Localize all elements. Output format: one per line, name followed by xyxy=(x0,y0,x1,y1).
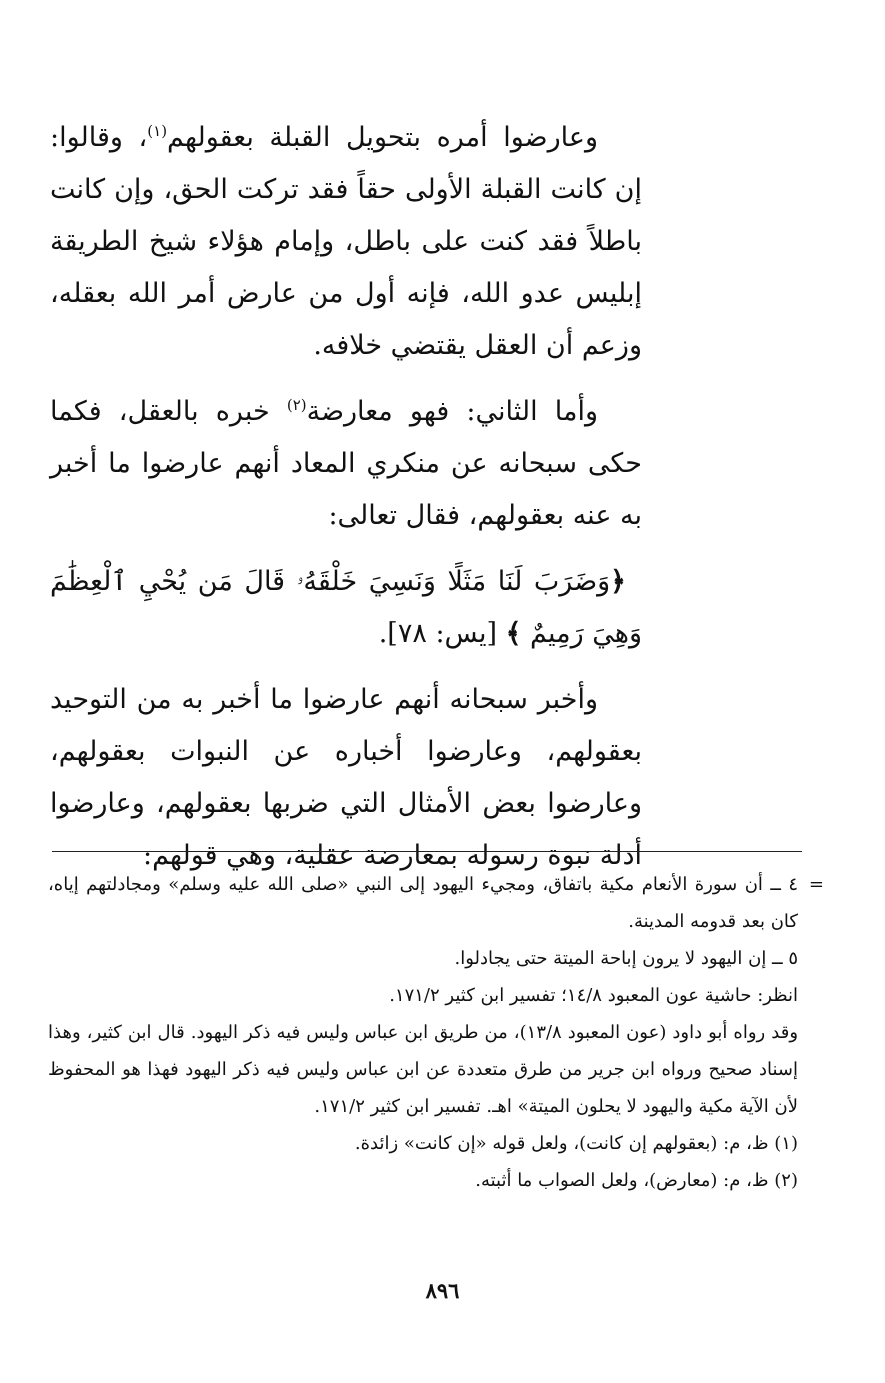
footnote-continuation-marker: = xyxy=(808,874,824,895)
paragraph-1 xyxy=(50,112,642,372)
footnotes-block xyxy=(48,866,824,1199)
paragraph-2-text-b: خبره بالعقل، فكما حكى سبحانه عن منكري المعاد أنهم عارضوا ما أخبر به عنه بعقولهم، فقال تعالى: xyxy=(50,396,642,531)
paragraph-2 xyxy=(50,386,642,542)
quran-open-bracket: ﴿ xyxy=(610,566,626,597)
footnote-line: وقد رواه أبو داود (عون المعبود ١٣/٨)، من طريق ابن عباس وليس فيه ذكر اليهود. قال ابن كثير، وهذا إسناد صحيح ورواه ابن جرير من طرق متعددة عن ابن عباس وليس فيه ذكر اليهود فهذا هو المحفوظ لأن الآية مكية واليهود لا يحلون الميتة» اهـ. تفسير ابن كثير ١٧١/٢. xyxy=(48,1022,799,1117)
paragraph-1-text-a: وعارضوا أمره بتحويل القبلة بعقولهم xyxy=(167,122,598,153)
quran-verse-text: وَضَرَبَ لَنَا مَثَلًا وَنَسِيَ خَلْقَهُۥ قَالَ مَن يُحْيِ ٱلْعِظَٰمَ وَهِيَ رَمِيمٌ xyxy=(50,566,642,649)
footnote-line: ٤ ــ أن سورة الأنعام مكية باتفاق، ومجيء اليهود إلى النبي «صلى الله عليه وسلم» ومجادلتهم إياه، كان بعد قدومه المدينة. xyxy=(48,874,798,932)
footnote-2: (٢) ظ، م: (معارض)، ولعل الصواب ما أثبته. xyxy=(475,1170,798,1191)
quran-verse xyxy=(50,556,642,660)
paragraph-2-text-a: وأما الثاني: فهو معارضة xyxy=(306,396,598,427)
quran-citation: [يس: ٧٨]. xyxy=(378,618,506,649)
paragraph-3: وأخبر سبحانه أنهم عارضوا ما أخبر به من التوحيد بعقولهم، وعارضوا أخباره عن النبوات بعقولهم، وعارضوا بعض الأمثال التي ضربها بعقولهم، وعارضوا أدلة نبوة رسوله بمعارضة عقلية، وهي قولهم: xyxy=(50,684,642,871)
footnote-1: (١) ظ، م: (بعقولهم إن كانت)، ولعل قوله «إن كانت» زائدة. xyxy=(354,1133,798,1154)
footnote-ref-2: (٢) xyxy=(286,396,307,414)
footnote-line: انظر: حاشية عون المعبود ١٤/٨؛ تفسير ابن كثير ١٧١/٢. xyxy=(389,985,798,1006)
footnote-ref-1: (١) xyxy=(147,122,168,140)
footnote-line: ٥ ــ إن اليهود لا يرون إباحة الميتة حتى يجادلوا. xyxy=(454,948,798,969)
paragraph-1-text-b: ، وقالوا: إن كانت القبلة الأولى حقاً فقد تركت الحق، وإن كانت باطلاً فقد كنت على باطل، وإمام هؤلاء شيخ الطريقة إبليس عدو الله، فإنه أول من عارض أمر الله بعقله، وزعم أن العقل يقتضي خلافه. xyxy=(50,122,642,361)
page-number: ٨٩٦ xyxy=(425,1278,460,1303)
quran-close-bracket: ﴾ xyxy=(505,618,522,649)
footnote-divider xyxy=(52,851,802,852)
main-text-block xyxy=(50,112,642,896)
